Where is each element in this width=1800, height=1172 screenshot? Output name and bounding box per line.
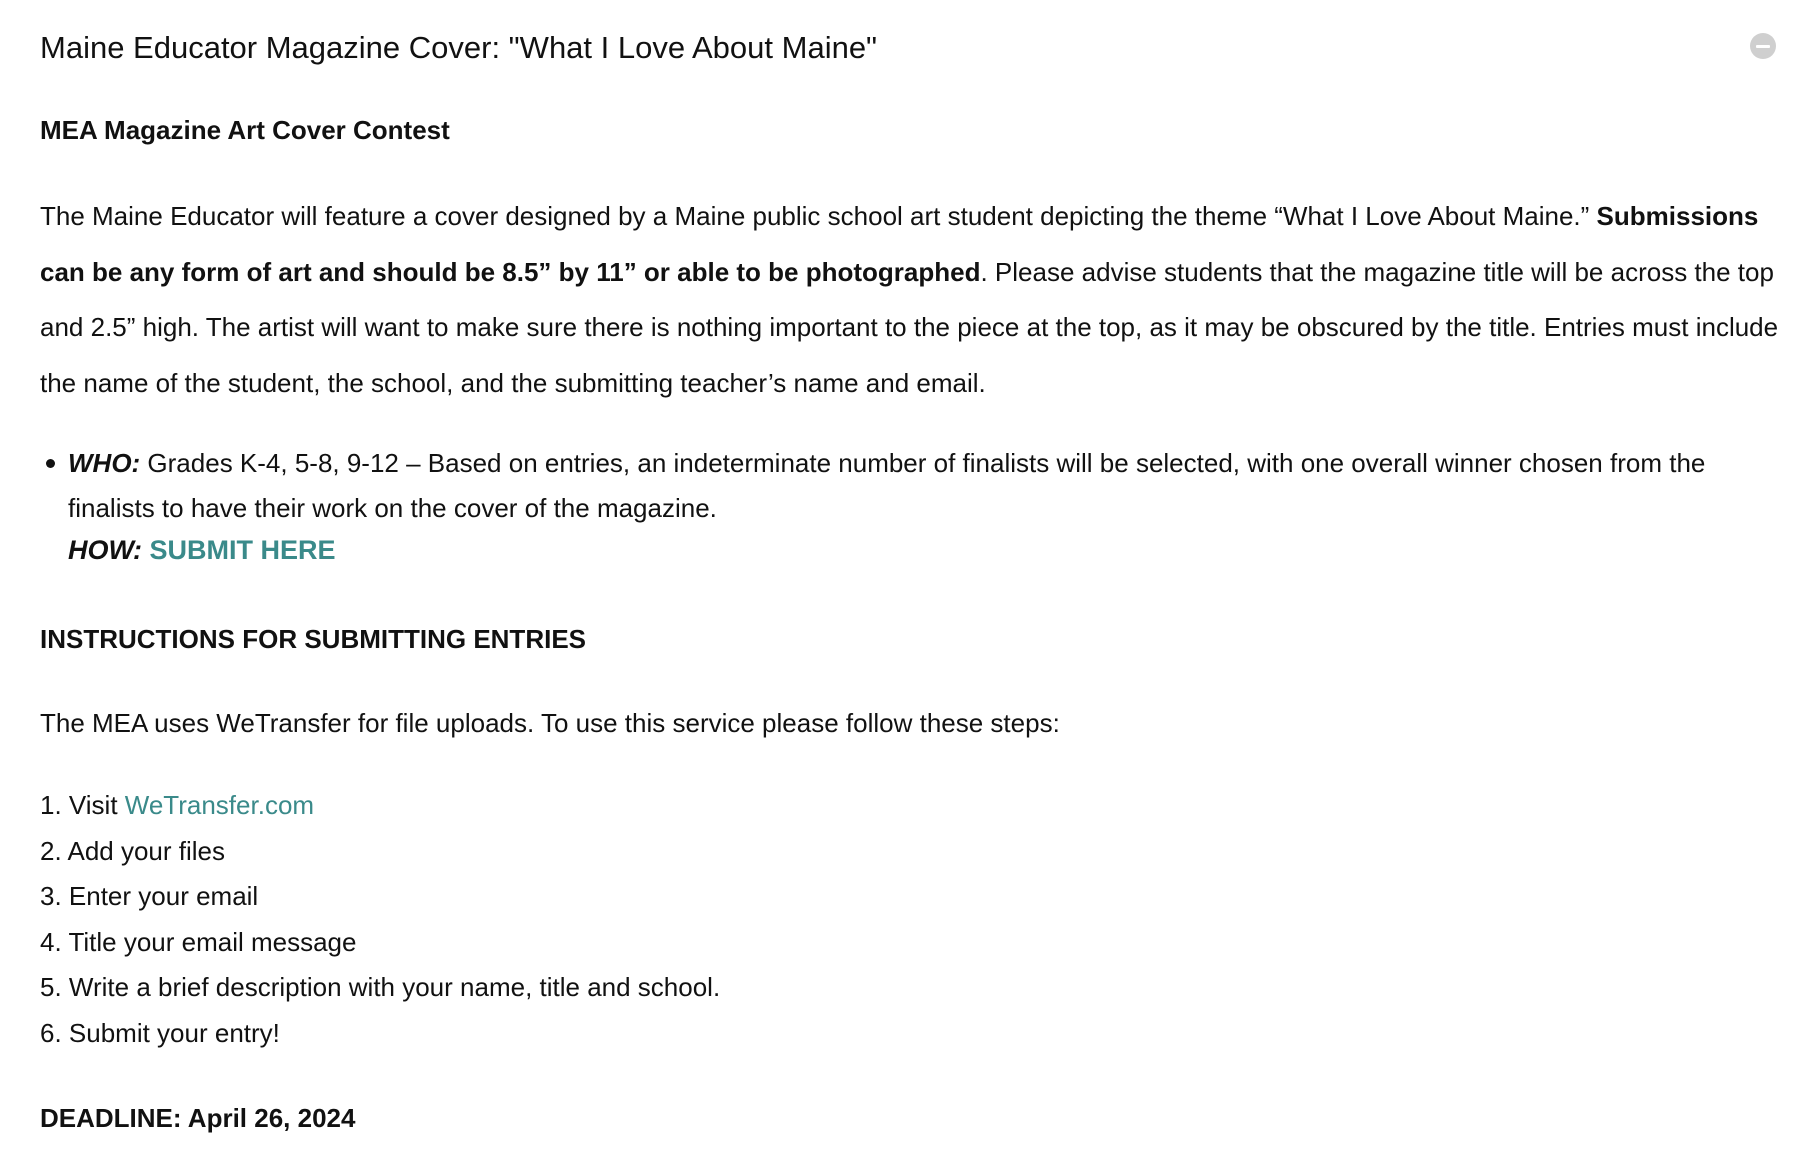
contest-intro-bold: Submissions can be any form of art and should be 8.5” by 11” or able to be photographed <box>40 201 1759 287</box>
contest-heading: MEA Magazine Art Cover Contest <box>40 115 450 145</box>
who-text: Grades K-4, 5-8, 9-12 – Based on entries, an indeterminate number of finalists will be selected, with one overall winner chosen from the finalists to have their work on the cover of the magazine. <box>68 448 1706 523</box>
step-1-prefix: 1. Visit <box>40 790 125 820</box>
step-item: 6. Submit your entry! <box>40 1017 280 1048</box>
step-item: 5. Write a brief description with your name, title and school. <box>40 972 721 1002</box>
submit-here-link[interactable]: SUBMIT HERE <box>149 535 336 565</box>
step-item <box>40 783 720 829</box>
contest-intro-end: . Please advise students that the magazine title will be across the top and 2.5” high. The artist will want to make sure there is nothing important to the piece at the top, as it may be obscured by the title. Entries must include the name of the student, the school, and the submitting teacher’s name and email. <box>40 256 1779 398</box>
contest-intro-start: The Maine Educator will feature a cover designed by a Maine public school art student depicting the theme “What I Love About Maine.” <box>40 201 1597 231</box>
who-label: WHO: <box>68 448 141 478</box>
collapse-button[interactable] <box>1750 33 1776 59</box>
step-item: 4. Title your email message <box>40 926 357 957</box>
how-label: HOW: <box>68 535 142 565</box>
minus-circle-icon <box>1756 45 1770 48</box>
how-line <box>68 530 336 570</box>
contest-description <box>40 189 1785 411</box>
step-item: 2. Add your files <box>40 835 225 866</box>
steps-list <box>40 783 720 1056</box>
step-item: 3. Enter your email <box>40 881 259 911</box>
wetransfer-link[interactable]: WeTransfer.com <box>124 790 315 820</box>
bullet-dot-icon <box>46 459 55 468</box>
instructions-heading: INSTRUCTIONS FOR SUBMITTING ENTRIES <box>40 624 586 654</box>
page-title: Maine Educator Magazine Cover: "What I Love About Maine" <box>40 30 878 65</box>
deadline-text: DEADLINE: April 26, 2024 <box>40 1103 356 1133</box>
instructions-intro: The MEA uses WeTransfer for file uploads. To use this service please follow these steps: <box>40 708 1060 738</box>
who-list-item <box>40 441 1785 531</box>
